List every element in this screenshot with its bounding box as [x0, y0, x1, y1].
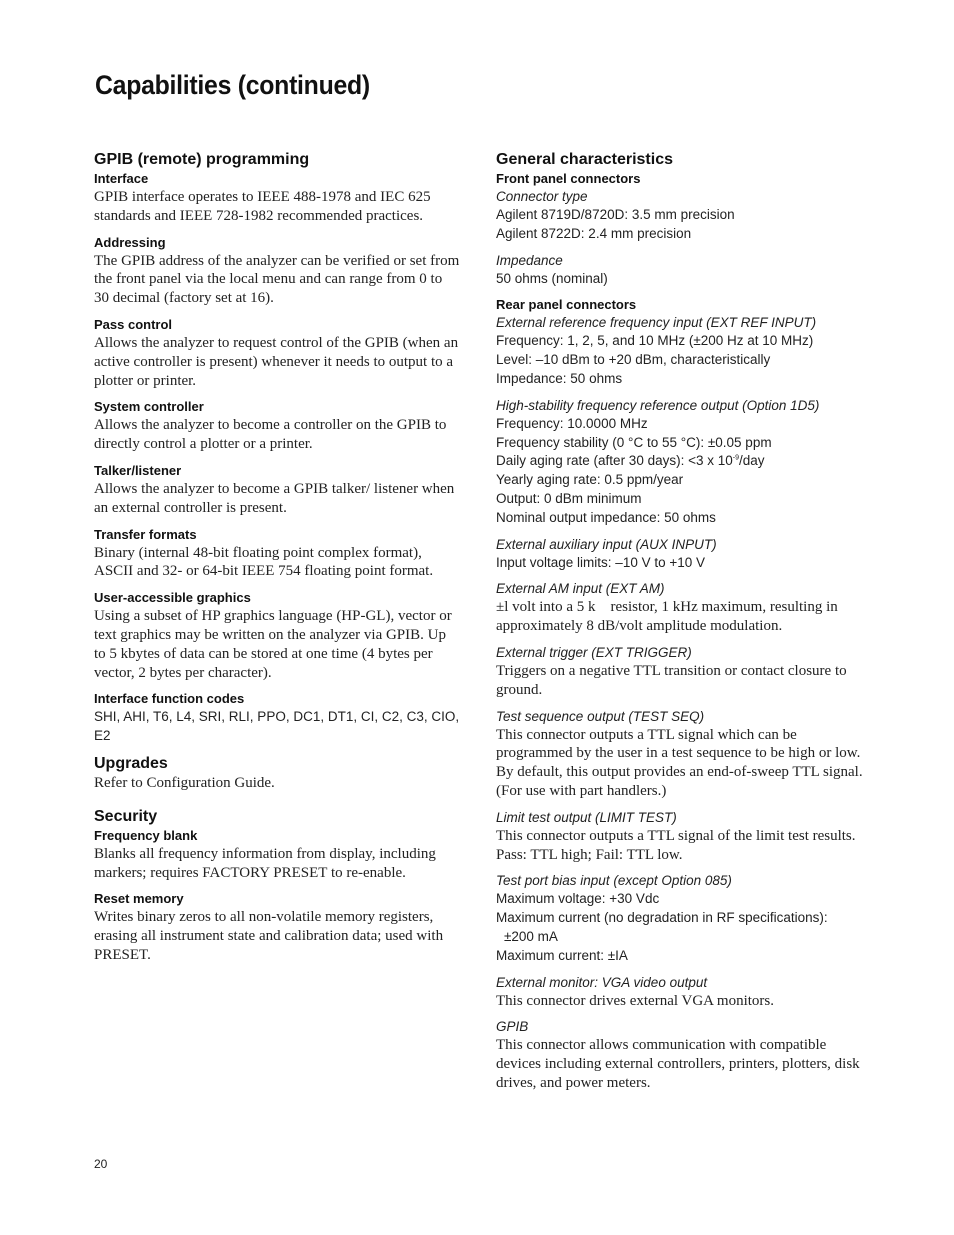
- test-seq-block: [496, 708, 866, 801]
- frequency-blank-text: Blanks all frequency information from display, including markers; requires FACTORY PRESET to re-enable.: [94, 845, 436, 881]
- label-high-stability: High-stability frequency reference output (Option 1D5): [496, 397, 820, 413]
- label-ext-trigger: External trigger (EXT TRIGGER): [496, 644, 692, 660]
- high-stability-line: Frequency stability (0 °C to 55 °C): ±0.05 ppm: [496, 434, 772, 450]
- label-gpib-connector: GPIB: [496, 1019, 529, 1035]
- impedance-text: 50 ohms (nominal): [496, 270, 608, 286]
- subheading-front-panel: Front panel connectors: [496, 171, 641, 186]
- transfer-formats-text: Binary (internal 48-bit floating point complex format), ASCII and 32- or 64-bit IEEE 754 floating point format.: [94, 544, 434, 580]
- vga-output-text: This connector drives external VGA monitors.: [496, 992, 774, 1009]
- bias-input-line: Maximum current: ±IA: [496, 947, 628, 963]
- graphics-text: Using a subset of HP graphics language (HP-GL), vector or text graphics may be written on the analyzer via GPIB. Up to 5 kbytes of data can be stored at one time (4 bytes per vector, 2 bytes per character).: [94, 608, 452, 681]
- function-codes-block: [94, 690, 460, 746]
- high-stability-line: [496, 452, 866, 471]
- bias-input-line: Maximum voltage: +30 Vdc: [496, 891, 660, 907]
- label-ext-ref: External reference frequency input (EXT REF INPUT): [496, 315, 817, 331]
- bias-input-block: [496, 872, 866, 965]
- pass-control-block: [94, 316, 460, 390]
- aging-rate-text: Daily aging rate (after 30 days): <3 x 10: [496, 453, 733, 469]
- talker-listener-block: [94, 462, 460, 518]
- label-limit-test: Limit test output (LIMIT TEST): [496, 809, 677, 825]
- right-column: [496, 150, 866, 1101]
- subheading-pass-control: Pass control: [94, 316, 173, 332]
- limit-test-block: [496, 809, 866, 865]
- graphics-block: [94, 589, 460, 682]
- reset-memory-text: Writes binary zeros to all non-volatile memory registers, erasing all instrument state and calibration data; used with PRESET.: [94, 909, 444, 963]
- ext-ref-block: [496, 314, 866, 388]
- transfer-formats-block: [94, 526, 460, 582]
- gpib-connector-text: This connector allows communication with compatible devices including external controllers, printers, plotters, disk drives, and power meters.: [496, 1037, 860, 1091]
- limit-test-text: This connector outputs a TTL signal of the limit test results. Pass: TTL high; Fail: TTL low.: [496, 827, 856, 863]
- high-stability-line: Output: 0 dBm minimum: [496, 490, 642, 506]
- addressing-text: The GPIB address of the analyzer can be verified or set from the front panel via the local menu and can range from 0 to 30 decimal (factory set at 16).: [94, 252, 460, 307]
- label-ext-am: External AM input (EXT AM): [496, 581, 665, 597]
- impedance-block: [496, 252, 866, 289]
- section-heading-gpib: GPIB (remote) programming: [94, 151, 310, 168]
- function-codes-text: SHI, AHI, T6, L4, SRI, RLI, PPO, DC1, DT1, CI, C2, C3, CIO, E2: [94, 709, 460, 744]
- pass-control-text: Allows the analyzer to request control of the GPIB (when an active controller is present) whenever it needs to output to a plotter or printer.: [94, 334, 459, 389]
- section-heading-security: Security: [94, 807, 158, 825]
- high-stability-line: Nominal output impedance: 50 ohms: [496, 509, 716, 525]
- subheading-talker-listener: Talker/listener: [94, 462, 182, 478]
- subheading-graphics: User-accessible graphics: [94, 590, 251, 606]
- system-controller-block: [94, 398, 460, 454]
- ext-trigger-block: [496, 644, 866, 700]
- gpib-connector-block: [496, 1018, 866, 1092]
- vga-output-block: [496, 974, 866, 1011]
- section-heading-upgrades: Upgrades: [94, 754, 168, 772]
- talker-listener-text: Allows the analyzer to become a GPIB talker/ listener when an external controller is present.: [94, 480, 455, 516]
- ext-ref-line: Level: –10 dBm to +20 dBm, characteristically: [496, 352, 771, 368]
- label-test-seq: Test sequence output (TEST SEQ): [496, 708, 705, 724]
- bias-input-line: ±200 mA: [504, 928, 558, 944]
- upgrades-text: Refer to Configuration Guide.: [94, 774, 275, 791]
- ext-am-block: [496, 580, 866, 636]
- aux-input-block: [496, 536, 866, 573]
- system-controller-text: Allows the analyzer to become a controller on the GPIB to directly control a plotter or a printer.: [94, 417, 447, 453]
- aging-rate-exponent: -9: [732, 454, 739, 462]
- interface-text: GPIB interface operates to IEEE 488-1978 and IEC 625 standards and IEEE 728-1982 recommended practices.: [94, 189, 431, 224]
- label-connector-type: Connector type: [496, 189, 588, 204]
- test-seq-text: This connector outputs a TTL signal which can be programmed by the user in a test sequence to be high or low. By default, this output provides an end-of-sweep TTL signal. (For use with part handlers.): [496, 726, 863, 799]
- subheading-frequency-blank: Frequency blank: [94, 827, 198, 843]
- subheading-reset-memory: Reset memory: [94, 891, 184, 907]
- high-stability-line: Frequency: 10.0000 MHz: [496, 415, 648, 431]
- connector-type-block: [496, 188, 866, 244]
- section-heading-general: General characteristics: [496, 151, 673, 168]
- aux-input-text: Input voltage limits: –10 V to +10 V: [496, 554, 705, 570]
- addressing-block: [94, 234, 460, 308]
- label-bias-input: Test port bias input (except Option 085): [496, 873, 732, 889]
- left-column: [94, 150, 460, 973]
- bias-input-line: Maximum current (no degradation in RF specifications):: [496, 910, 828, 926]
- connector-type-line: Agilent 8722D: 2.4 mm precision: [496, 225, 692, 241]
- page-number: 20: [94, 1157, 108, 1171]
- label-impedance: Impedance: [496, 252, 563, 268]
- ext-ref-line: Frequency: 1, 2, 5, and 10 MHz (±200 Hz at 10 MHz): [496, 333, 814, 349]
- label-aux-input: External auxiliary input (AUX INPUT): [496, 536, 717, 552]
- reset-memory-block: [94, 890, 460, 964]
- connector-type-line: Agilent 8719D/8720D: 3.5 mm precision: [496, 207, 735, 222]
- subheading-function-codes: Interface function codes: [94, 691, 245, 707]
- frequency-blank-block: [94, 827, 460, 883]
- interface-block: [94, 170, 460, 226]
- ext-trigger-text: Triggers on a negative TTL transition or contact closure to ground.: [496, 662, 847, 698]
- subheading-system-controller: System controller: [94, 399, 204, 415]
- ext-am-text: ±l volt into a 5 k resistor, 1 kHz maximum, resulting in approximately 8 dB/volt amplitude modulation.: [496, 599, 842, 635]
- upgrades-section: [94, 754, 460, 793]
- subheading-interface: Interface: [94, 171, 149, 186]
- label-vga-output: External monitor: VGA video output: [496, 974, 708, 990]
- subheading-rear-panel: Rear panel connectors: [496, 297, 637, 313]
- ext-ref-line: Impedance: 50 ohms: [496, 370, 623, 386]
- high-stability-block: [496, 397, 866, 528]
- high-stability-line: Yearly aging rate: 0.5 ppm/year: [496, 472, 684, 488]
- subheading-addressing: Addressing: [94, 234, 166, 250]
- security-section: [94, 807, 460, 965]
- aging-rate-unit: /day: [739, 453, 765, 469]
- subheading-transfer-formats: Transfer formats: [94, 526, 197, 542]
- gpib-section: [94, 150, 460, 746]
- page-title: Capabilities (continued): [95, 70, 370, 100]
